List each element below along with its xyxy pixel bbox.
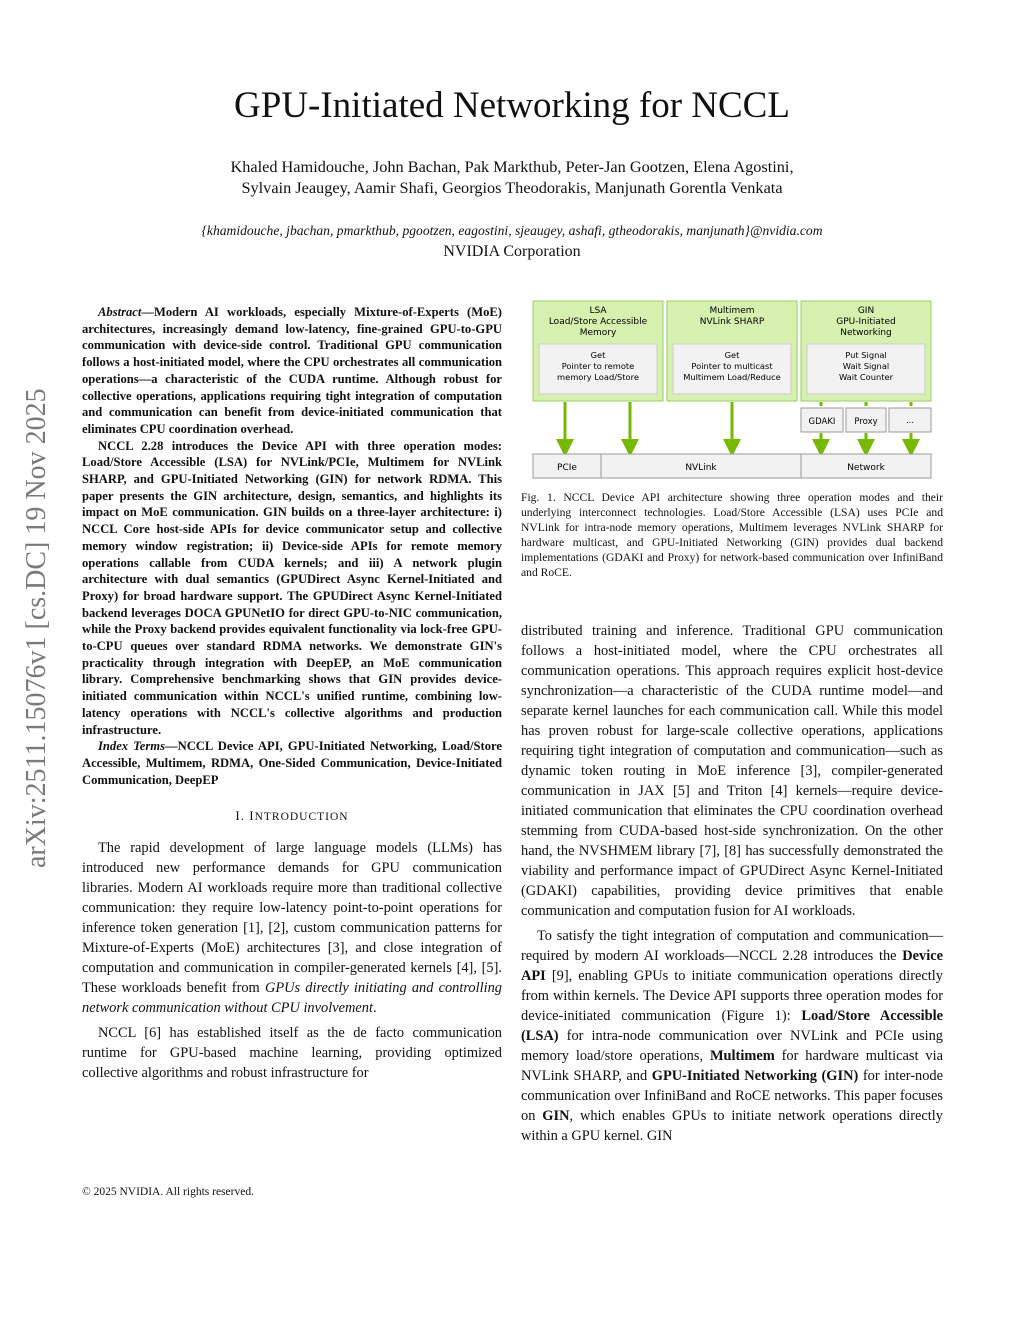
lsa-op-3: memory Load/Store xyxy=(557,372,639,382)
gin-label-2: GPU-Initiated xyxy=(836,317,896,327)
more-backends-label: ... xyxy=(905,416,915,426)
right-column xyxy=(521,621,943,1146)
rp2-c: [9], enabling GPUs to initiate communication operations directly from within kernels. The Device API supports three operation modes for device-initiated communication (Figure 1): xyxy=(521,968,943,1024)
figure-1-architecture xyxy=(531,298,933,480)
section-heading-introduction xyxy=(82,808,502,824)
author-emails: {khamidouche, jbachan, pmarkthub, pgootzen, eagostini, sjeaugey, ashafi, gtheodorakis, manjunath}@nvidia.com xyxy=(201,223,823,238)
index-terms xyxy=(82,738,502,788)
figure-1-caption: Fig. 1. NCCL Device API architecture showing three operation modes and their underlying interconnect technologies. Load/Store Accessible (LSA) uses PCIe and NVLink for intra-node memory operations, Multimem leverages NVLink SHARP for hardware multicast, and GPU-Initiated Networking (GIN) provides dual backend implementations (GDAKI and Proxy) for network-based communication over InfiniBand and RoCE. xyxy=(521,491,943,580)
abstract xyxy=(82,304,502,788)
intro-paragraph-2: NCCL [6] has established itself as the de facto communication runtime for GPU-based machine learning, providing optimized collective algorithms and robust infrastructure for xyxy=(82,1025,502,1082)
abstract-paragraph-2: NCCL 2.28 introduces the Device API with three operation modes: Load/Store Accessible (LSA) for NVLink/PCIe, Multimem for NVLink SHARP, and GPU-Initiated Networking (GIN) for network RDMA. This paper presents the GIN architecture, design, semantics, and highlights its impact on MoE communication. GIN builds on a three-layer architecture: i) NCCL Core host-side APIs for device communicator setup and collective memory window registration; ii) Device-side APIs for remote memory operations callable from CUDA kernels; and iii) A network plugin architecture with dual semantics (GPUDirect Async Kernel-Initiated and Proxy) for broad hardware support. The GPUDirect Async Kernel-Initiated backend leverages DOCA GPUNetIO for direct GPU-to-NIC communication, while the Proxy backend provides equivalent functionality via lock-free GPU-to-CPU queues over standard RDMA networks. We demonstrate GIN's practicality through integration with DeepEP, an MoE communication library. Comprehensive benchmarking shows that GIN provides device-initiated communication within NCCL's unified runtime, combining low-latency operations with NCCL's collective algorithms and production infrastructure. xyxy=(82,438,502,737)
section-first-letter: I xyxy=(249,808,255,824)
rp2-gin-short: GIN xyxy=(542,1108,570,1124)
rp2-i: for inter-node communication over InfiniBand and RoCE networks. This paper focuses on xyxy=(521,1068,943,1124)
author-list xyxy=(0,156,1024,198)
gin-label-1: GIN xyxy=(857,306,875,316)
paper-title: GPU-Initiated Networking for NCCL xyxy=(234,85,790,126)
intro-body xyxy=(82,838,502,1083)
abstract-text-1: —Modern AI workloads, especially Mixture-of-Experts (MoE) architectures, increasingly demand low-latency, fine-grained GPU-to-GPU communication with device-side control. Traditional GPU communication follows a host-initiated model, where the CPU orchestrates all communication operations—a characteristic of the CUDA runtime. Although robust for collective operations, applications requiring tight integration of computation and communication can benefit from device-initiated communication that eliminates CPU coordination overhead. xyxy=(82,305,502,436)
lsa-label-2: Load/Store Accessible xyxy=(548,317,648,327)
intro-paragraph-1 xyxy=(82,838,502,1018)
rp2-k: , which enables GPUs to initiate network operations directly within a GPU kernel. GIN xyxy=(521,1108,943,1144)
rp2-a: To satisfy the tight integration of computation and communication—required by modern AI workloads—NCCL 2.28 introduces the xyxy=(521,928,943,964)
authors-line-1: Khaled Hamidouche, John Bachan, Pak Markthub, Peter-Jan Gootzen, Elena Agostini, xyxy=(230,157,794,176)
intro-p1-end: . xyxy=(372,1000,377,1017)
lsa-label-1: LSA xyxy=(589,306,607,316)
gin-op-3: Wait Counter xyxy=(838,372,894,382)
rp2-g: for hardware multicast via NVLink SHARP, and xyxy=(521,1048,943,1084)
rp2-device-api: Device API xyxy=(521,948,943,984)
proxy-label: Proxy xyxy=(854,417,878,427)
index-terms-label: Index Terms xyxy=(98,739,165,754)
lsa-op-1: Get xyxy=(590,350,606,360)
arxiv-stamp: arXiv:2511.15076v1 [cs.DC] 19 Nov 2025 xyxy=(21,388,52,868)
multimem-label-2: NVLink SHARP xyxy=(699,317,765,327)
abstract-label: Abstract xyxy=(98,305,142,319)
authors-line-2: Sylvain Jeaugey, Aamir Shafi, Georgios Theodorakis, Manjunath Gorentla Venkata xyxy=(241,178,783,197)
gin-label-3: Networking xyxy=(840,328,892,338)
intro-p1-emphasis: GPUs directly initiating and controlling network communication without CPU involvement xyxy=(82,980,502,1017)
multimem-label-1: Multimem xyxy=(709,306,755,316)
multimem-op-2: Pointer to multicast xyxy=(691,361,773,371)
right-paragraph-2 xyxy=(521,926,943,1146)
copyright-notice: © 2025 NVIDIA. All rights reserved. xyxy=(82,1186,254,1198)
lsa-op-2: Pointer to remote xyxy=(561,361,635,371)
network-label: Network xyxy=(847,463,885,473)
lsa-label-3: Memory xyxy=(579,328,617,338)
left-column xyxy=(82,304,502,1083)
nvlink-label: NVLink xyxy=(685,463,717,473)
pcie-label: PCIe xyxy=(557,463,577,473)
intro-p1-text: The rapid development of large language models (LLMs) has introduced new performance demands for GPU communication libraries. Modern AI workloads require more than traditional collective communication: they require low-latency point-to-point operations for inference token generation [1], [2], custom communication patterns for Mixture-of-Experts (MoE) architectures [3], and close integration of computation and communication in compiler-generated kernels [4], [5]. These workloads benefit from xyxy=(82,840,502,997)
affiliation: NVIDIA Corporation xyxy=(443,243,581,260)
section-numeral: I. xyxy=(235,808,250,824)
abstract-paragraph-1 xyxy=(82,304,502,438)
rp2-lsa: Load/Store Accessible (LSA) xyxy=(521,1008,943,1044)
right-paragraph-1: distributed training and inference. Traditional GPU communication follows a host-initiated model, where the CPU orchestrates all communication operations. This approach requires explicit host-device synchronization—a characteristic of the CUDA runtime model—and separate kernel launches for each communication call. While this model has proven robust for large-scale collective operations, applications requiring tight integration of computation and communication—such as dynamic token routing in MoE inference [3], compiler-generated communication in JAX [5] and Triton [4] kernels—require device-initiated communication that eliminates the CPU coordination overhead stemming from CUDA-based host-side synchronization. On the other hand, the NVSHMEM library [7], [8] has successfully demonstrated the viability and performance impact of GPUDirect Async Kernel-Initiated (GDAKI) capabilities, providing device primitives that enable communication and computation fusion for AI workloads. xyxy=(521,623,943,919)
gin-op-1: Put Signal xyxy=(845,350,887,360)
rp2-multimem: Multimem xyxy=(709,1048,775,1064)
multimem-op-3: Multimem Load/Reduce xyxy=(683,372,781,382)
multimem-op-1: Get xyxy=(724,350,740,360)
rp2-e: for intra-node communication over NVLink and PCIe using memory load/store operations, xyxy=(521,1028,943,1064)
gin-op-2: Wait Signal xyxy=(842,361,890,371)
section-title-rest: NTRODUCTION xyxy=(254,811,349,824)
gdaki-label: GDAKI xyxy=(808,417,836,427)
rp2-gin: GPU-Initiated Networking (GIN) xyxy=(651,1068,859,1084)
index-terms-text: —NCCL Device API, GPU-Initiated Networking, Load/Store Accessible, Multimem, RDMA, One-Sided Communication, Device-Initiated Communication, DeepEP xyxy=(82,739,502,787)
